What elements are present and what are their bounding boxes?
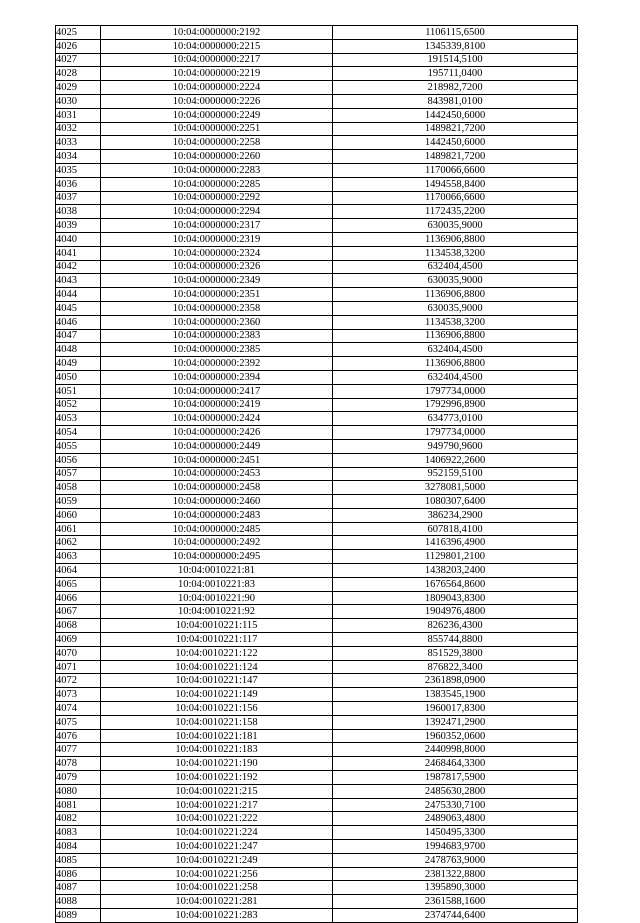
row-number-cell: 4061 bbox=[56, 522, 101, 536]
table-row bbox=[56, 909, 578, 923]
cadastral-number-cell: 10:04:0010221:124 bbox=[101, 660, 333, 674]
value-cell: 1136906,8800 bbox=[333, 329, 578, 343]
row-number-cell: 4063 bbox=[56, 550, 101, 564]
table-row bbox=[56, 136, 578, 150]
row-number-cell: 4079 bbox=[56, 771, 101, 785]
cadastral-number-cell: 10:04:0010221:192 bbox=[101, 771, 333, 785]
value-cell: 876822,3400 bbox=[333, 660, 578, 674]
row-number-cell: 4049 bbox=[56, 357, 101, 371]
cadastral-number-cell: 10:04:0010221:92 bbox=[101, 605, 333, 619]
table-row bbox=[56, 715, 578, 729]
cadastral-number-cell: 10:04:0000000:2383 bbox=[101, 329, 333, 343]
row-number-cell: 4059 bbox=[56, 495, 101, 509]
row-number-cell: 4027 bbox=[56, 53, 101, 67]
table-row bbox=[56, 370, 578, 384]
value-cell: 1170066,6600 bbox=[333, 191, 578, 205]
table-row bbox=[56, 633, 578, 647]
value-cell: 1136906,8800 bbox=[333, 288, 578, 302]
value-cell: 826236,4300 bbox=[333, 619, 578, 633]
table-row bbox=[56, 177, 578, 191]
table-row bbox=[56, 702, 578, 716]
table-row bbox=[56, 329, 578, 343]
value-cell: 191514,5100 bbox=[333, 53, 578, 67]
cadastral-number-cell: 10:04:0000000:2258 bbox=[101, 136, 333, 150]
table-row bbox=[56, 826, 578, 840]
row-number-cell: 4038 bbox=[56, 205, 101, 219]
row-number-cell: 4031 bbox=[56, 108, 101, 122]
value-cell: 1489821,7200 bbox=[333, 122, 578, 136]
row-number-cell: 4050 bbox=[56, 370, 101, 384]
row-number-cell: 4054 bbox=[56, 426, 101, 440]
cadastral-number-cell: 10:04:0000000:2417 bbox=[101, 384, 333, 398]
value-cell: 632404,4500 bbox=[333, 260, 578, 274]
value-cell: 1395890,3000 bbox=[333, 881, 578, 895]
table-row bbox=[56, 274, 578, 288]
cadastral-number-cell: 10:04:0010221:224 bbox=[101, 826, 333, 840]
cadastral-number-cell: 10:04:0010221:215 bbox=[101, 784, 333, 798]
row-number-cell: 4089 bbox=[56, 909, 101, 923]
value-cell: 1450495,3300 bbox=[333, 826, 578, 840]
cadastral-number-cell: 10:04:0000000:2460 bbox=[101, 495, 333, 509]
table-row bbox=[56, 232, 578, 246]
value-cell: 1406922,2600 bbox=[333, 453, 578, 467]
row-number-cell: 4070 bbox=[56, 646, 101, 660]
row-number-cell: 4039 bbox=[56, 219, 101, 233]
table-row bbox=[56, 674, 578, 688]
table-row bbox=[56, 39, 578, 53]
row-number-cell: 4080 bbox=[56, 784, 101, 798]
value-cell: 630035,9000 bbox=[333, 274, 578, 288]
cadastral-number-cell: 10:04:0010221:247 bbox=[101, 840, 333, 854]
value-cell: 218982,7200 bbox=[333, 81, 578, 95]
table-row bbox=[56, 191, 578, 205]
table-row bbox=[56, 508, 578, 522]
table-row bbox=[56, 743, 578, 757]
cadastral-number-cell: 10:04:0000000:2324 bbox=[101, 246, 333, 260]
table-row bbox=[56, 398, 578, 412]
cadastral-number-cell: 10:04:0010221:117 bbox=[101, 633, 333, 647]
row-number-cell: 4035 bbox=[56, 163, 101, 177]
row-number-cell: 4085 bbox=[56, 853, 101, 867]
cadastral-number-cell: 10:04:0010221:83 bbox=[101, 577, 333, 591]
cadastral-number-cell: 10:04:0010221:249 bbox=[101, 853, 333, 867]
value-cell: 1960352,0600 bbox=[333, 729, 578, 743]
value-cell: 1080307,6400 bbox=[333, 495, 578, 509]
row-number-cell: 4046 bbox=[56, 315, 101, 329]
value-cell: 1960017,8300 bbox=[333, 702, 578, 716]
cadastral-number-cell: 10:04:0010221:147 bbox=[101, 674, 333, 688]
cadastral-number-cell: 10:04:0000000:2351 bbox=[101, 288, 333, 302]
row-number-cell: 4082 bbox=[56, 812, 101, 826]
row-number-cell: 4048 bbox=[56, 343, 101, 357]
row-number-cell: 4040 bbox=[56, 232, 101, 246]
cadastral-number-cell: 10:04:0000000:2224 bbox=[101, 81, 333, 95]
table-row bbox=[56, 246, 578, 260]
cadastral-number-cell: 10:04:0010221:156 bbox=[101, 702, 333, 716]
value-cell: 2440998,8000 bbox=[333, 743, 578, 757]
cadastral-number-cell: 10:04:0000000:2283 bbox=[101, 163, 333, 177]
row-number-cell: 4041 bbox=[56, 246, 101, 260]
cadastral-number-cell: 10:04:0000000:2249 bbox=[101, 108, 333, 122]
cadastral-number-cell: 10:04:0000000:2385 bbox=[101, 343, 333, 357]
value-cell: 1416396,4900 bbox=[333, 536, 578, 550]
table-row bbox=[56, 729, 578, 743]
value-cell: 1904976,4800 bbox=[333, 605, 578, 619]
cadastral-number-cell: 10:04:0000000:2458 bbox=[101, 481, 333, 495]
value-cell: 1129801,2100 bbox=[333, 550, 578, 564]
row-number-cell: 4028 bbox=[56, 67, 101, 81]
cadastral-number-cell: 10:04:0000000:2285 bbox=[101, 177, 333, 191]
cadastral-number-cell: 10:04:0010221:281 bbox=[101, 895, 333, 909]
value-cell: 1134538,3200 bbox=[333, 246, 578, 260]
table-row bbox=[56, 771, 578, 785]
value-cell: 3278081,5000 bbox=[333, 481, 578, 495]
table-row bbox=[56, 343, 578, 357]
row-number-cell: 4025 bbox=[56, 26, 101, 40]
value-cell: 630035,9000 bbox=[333, 301, 578, 315]
row-number-cell: 4069 bbox=[56, 633, 101, 647]
table-row bbox=[56, 867, 578, 881]
value-cell: 843981,0100 bbox=[333, 94, 578, 108]
table-row bbox=[56, 881, 578, 895]
value-cell: 2475330,7100 bbox=[333, 798, 578, 812]
cadastral-number-cell: 10:04:0010221:81 bbox=[101, 564, 333, 578]
cadastral-number-cell: 10:04:0000000:2360 bbox=[101, 315, 333, 329]
row-number-cell: 4084 bbox=[56, 840, 101, 854]
table-row bbox=[56, 439, 578, 453]
row-number-cell: 4036 bbox=[56, 177, 101, 191]
cadastral-number-cell: 10:04:0010221:122 bbox=[101, 646, 333, 660]
row-number-cell: 4087 bbox=[56, 881, 101, 895]
row-number-cell: 4077 bbox=[56, 743, 101, 757]
table-row bbox=[56, 150, 578, 164]
row-number-cell: 4074 bbox=[56, 702, 101, 716]
value-cell: 1987817,5900 bbox=[333, 771, 578, 785]
cadastral-number-cell: 10:04:0010221:190 bbox=[101, 757, 333, 771]
table-row bbox=[56, 163, 578, 177]
value-cell: 2361898,0900 bbox=[333, 674, 578, 688]
cadastral-number-cell: 10:04:0000000:2217 bbox=[101, 53, 333, 67]
row-number-cell: 4055 bbox=[56, 439, 101, 453]
cadastral-number-cell: 10:04:0000000:2260 bbox=[101, 150, 333, 164]
cadastral-number-cell: 10:04:0000000:2215 bbox=[101, 39, 333, 53]
cadastral-number-cell: 10:04:0000000:2251 bbox=[101, 122, 333, 136]
value-cell: 386234,2900 bbox=[333, 508, 578, 522]
value-cell: 2489063,4800 bbox=[333, 812, 578, 826]
cadastral-number-cell: 10:04:0000000:2394 bbox=[101, 370, 333, 384]
value-cell: 952159,5100 bbox=[333, 467, 578, 481]
cadastral-number-cell: 10:04:0010221:183 bbox=[101, 743, 333, 757]
row-number-cell: 4029 bbox=[56, 81, 101, 95]
row-number-cell: 4047 bbox=[56, 329, 101, 343]
cadastral-number-cell: 10:04:0000000:2219 bbox=[101, 67, 333, 81]
cadastral-number-cell: 10:04:0000000:2495 bbox=[101, 550, 333, 564]
row-number-cell: 4057 bbox=[56, 467, 101, 481]
row-number-cell: 4058 bbox=[56, 481, 101, 495]
table-row bbox=[56, 122, 578, 136]
cadastral-number-cell: 10:04:0000000:2349 bbox=[101, 274, 333, 288]
value-cell: 1136906,8800 bbox=[333, 357, 578, 371]
value-cell: 632404,4500 bbox=[333, 370, 578, 384]
row-number-cell: 4078 bbox=[56, 757, 101, 771]
cadastral-number-cell: 10:04:0010221:283 bbox=[101, 909, 333, 923]
table-row bbox=[56, 288, 578, 302]
value-cell: 1170066,6600 bbox=[333, 163, 578, 177]
cadastral-number-cell: 10:04:0000000:2317 bbox=[101, 219, 333, 233]
table-row bbox=[56, 467, 578, 481]
table-row bbox=[56, 53, 578, 67]
row-number-cell: 4083 bbox=[56, 826, 101, 840]
row-number-cell: 4052 bbox=[56, 398, 101, 412]
value-cell: 195711,0400 bbox=[333, 67, 578, 81]
row-number-cell: 4056 bbox=[56, 453, 101, 467]
cadastral-number-cell: 10:04:0000000:2358 bbox=[101, 301, 333, 315]
cadastral-number-cell: 10:04:0000000:2192 bbox=[101, 26, 333, 40]
table-row bbox=[56, 219, 578, 233]
cadastral-number-cell: 10:04:0010221:90 bbox=[101, 591, 333, 605]
cadastral-number-cell: 10:04:0010221:217 bbox=[101, 798, 333, 812]
row-number-cell: 4043 bbox=[56, 274, 101, 288]
cadastral-number-cell: 10:04:0010221:256 bbox=[101, 867, 333, 881]
value-cell: 1994683,9700 bbox=[333, 840, 578, 854]
row-number-cell: 4071 bbox=[56, 660, 101, 674]
value-cell: 1797734,0000 bbox=[333, 426, 578, 440]
cadastral-number-cell: 10:04:0000000:2485 bbox=[101, 522, 333, 536]
cadastral-number-cell: 10:04:0000000:2449 bbox=[101, 439, 333, 453]
table-row bbox=[56, 412, 578, 426]
row-number-cell: 4042 bbox=[56, 260, 101, 274]
cadastral-number-cell: 10:04:0000000:2451 bbox=[101, 453, 333, 467]
table-row bbox=[56, 840, 578, 854]
value-cell: 1676564,8600 bbox=[333, 577, 578, 591]
row-number-cell: 4062 bbox=[56, 536, 101, 550]
table-body bbox=[56, 26, 578, 923]
table-row bbox=[56, 522, 578, 536]
cadastral-number-cell: 10:04:0000000:2292 bbox=[101, 191, 333, 205]
value-cell: 2478763,9000 bbox=[333, 853, 578, 867]
row-number-cell: 4067 bbox=[56, 605, 101, 619]
table-row bbox=[56, 260, 578, 274]
value-cell: 632404,4500 bbox=[333, 343, 578, 357]
value-cell: 2468464,3300 bbox=[333, 757, 578, 771]
cadastral-number-cell: 10:04:0000000:2326 bbox=[101, 260, 333, 274]
row-number-cell: 4045 bbox=[56, 301, 101, 315]
row-number-cell: 4033 bbox=[56, 136, 101, 150]
table-row bbox=[56, 564, 578, 578]
table-row bbox=[56, 481, 578, 495]
row-number-cell: 4044 bbox=[56, 288, 101, 302]
cadastral-number-cell: 10:04:0000000:2492 bbox=[101, 536, 333, 550]
cadastral-number-cell: 10:04:0010221:115 bbox=[101, 619, 333, 633]
row-number-cell: 4081 bbox=[56, 798, 101, 812]
table-row bbox=[56, 315, 578, 329]
table-row bbox=[56, 426, 578, 440]
value-cell: 1797734,0000 bbox=[333, 384, 578, 398]
value-cell: 1134538,3200 bbox=[333, 315, 578, 329]
table-row bbox=[56, 550, 578, 564]
value-cell: 1809043,8300 bbox=[333, 591, 578, 605]
row-number-cell: 4026 bbox=[56, 39, 101, 53]
row-number-cell: 4088 bbox=[56, 895, 101, 909]
row-number-cell: 4073 bbox=[56, 688, 101, 702]
value-cell: 2381322,8800 bbox=[333, 867, 578, 881]
value-cell: 1442450,6000 bbox=[333, 136, 578, 150]
value-cell: 1136906,8800 bbox=[333, 232, 578, 246]
row-number-cell: 4065 bbox=[56, 577, 101, 591]
value-cell: 855744,8800 bbox=[333, 633, 578, 647]
table-row bbox=[56, 757, 578, 771]
value-cell: 1345339,8100 bbox=[333, 39, 578, 53]
table-row bbox=[56, 94, 578, 108]
value-cell: 2374744,6400 bbox=[333, 909, 578, 923]
row-number-cell: 4032 bbox=[56, 122, 101, 136]
cadastral-number-cell: 10:04:0000000:2226 bbox=[101, 94, 333, 108]
value-cell: 949790,9600 bbox=[333, 439, 578, 453]
table-row bbox=[56, 26, 578, 40]
value-cell: 1442450,6000 bbox=[333, 108, 578, 122]
table-row bbox=[56, 784, 578, 798]
cadastral-number-cell: 10:04:0010221:258 bbox=[101, 881, 333, 895]
cadastral-number-cell: 10:04:0000000:2426 bbox=[101, 426, 333, 440]
cadastral-number-cell: 10:04:0000000:2294 bbox=[101, 205, 333, 219]
row-number-cell: 4068 bbox=[56, 619, 101, 633]
cadastral-number-cell: 10:04:0010221:222 bbox=[101, 812, 333, 826]
table-row bbox=[56, 688, 578, 702]
value-cell: 1383545,1900 bbox=[333, 688, 578, 702]
table-row bbox=[56, 205, 578, 219]
table-row bbox=[56, 646, 578, 660]
row-number-cell: 4051 bbox=[56, 384, 101, 398]
row-number-cell: 4076 bbox=[56, 729, 101, 743]
table-row bbox=[56, 67, 578, 81]
cadastral-number-cell: 10:04:0000000:2419 bbox=[101, 398, 333, 412]
table-row bbox=[56, 301, 578, 315]
table-row bbox=[56, 812, 578, 826]
table-row bbox=[56, 619, 578, 633]
value-cell: 1392471,2900 bbox=[333, 715, 578, 729]
value-cell: 607818,4100 bbox=[333, 522, 578, 536]
table-row bbox=[56, 577, 578, 591]
cadastral-number-cell: 10:04:0000000:2483 bbox=[101, 508, 333, 522]
table-row bbox=[56, 384, 578, 398]
value-cell: 634773,0100 bbox=[333, 412, 578, 426]
table-row bbox=[56, 495, 578, 509]
table-row bbox=[56, 536, 578, 550]
cadastral-number-cell: 10:04:0010221:149 bbox=[101, 688, 333, 702]
table-row bbox=[56, 453, 578, 467]
cadastral-number-cell: 10:04:0010221:181 bbox=[101, 729, 333, 743]
value-cell: 851529,3800 bbox=[333, 646, 578, 660]
cadastral-value-table bbox=[55, 25, 578, 923]
table-row bbox=[56, 81, 578, 95]
value-cell: 1106115,6500 bbox=[333, 26, 578, 40]
row-number-cell: 4072 bbox=[56, 674, 101, 688]
row-number-cell: 4053 bbox=[56, 412, 101, 426]
table-row bbox=[56, 591, 578, 605]
cadastral-number-cell: 10:04:0000000:2319 bbox=[101, 232, 333, 246]
table-row bbox=[56, 660, 578, 674]
value-cell: 1489821,7200 bbox=[333, 150, 578, 164]
row-number-cell: 4030 bbox=[56, 94, 101, 108]
row-number-cell: 4064 bbox=[56, 564, 101, 578]
row-number-cell: 4060 bbox=[56, 508, 101, 522]
value-cell: 630035,9000 bbox=[333, 219, 578, 233]
value-cell: 1172435,2200 bbox=[333, 205, 578, 219]
table-row bbox=[56, 798, 578, 812]
row-number-cell: 4037 bbox=[56, 191, 101, 205]
cadastral-number-cell: 10:04:0000000:2453 bbox=[101, 467, 333, 481]
value-cell: 1494558,8400 bbox=[333, 177, 578, 191]
value-cell: 2361588,1600 bbox=[333, 895, 578, 909]
row-number-cell: 4066 bbox=[56, 591, 101, 605]
cadastral-number-cell: 10:04:0010221:158 bbox=[101, 715, 333, 729]
table-row bbox=[56, 853, 578, 867]
value-cell: 2485630,2800 bbox=[333, 784, 578, 798]
table-row bbox=[56, 108, 578, 122]
table-row bbox=[56, 605, 578, 619]
row-number-cell: 4086 bbox=[56, 867, 101, 881]
row-number-cell: 4075 bbox=[56, 715, 101, 729]
value-cell: 1792996,8900 bbox=[333, 398, 578, 412]
table-row bbox=[56, 357, 578, 371]
cadastral-number-cell: 10:04:0000000:2392 bbox=[101, 357, 333, 371]
value-cell: 1438203,2400 bbox=[333, 564, 578, 578]
row-number-cell: 4034 bbox=[56, 150, 101, 164]
table-row bbox=[56, 895, 578, 909]
cadastral-number-cell: 10:04:0000000:2424 bbox=[101, 412, 333, 426]
